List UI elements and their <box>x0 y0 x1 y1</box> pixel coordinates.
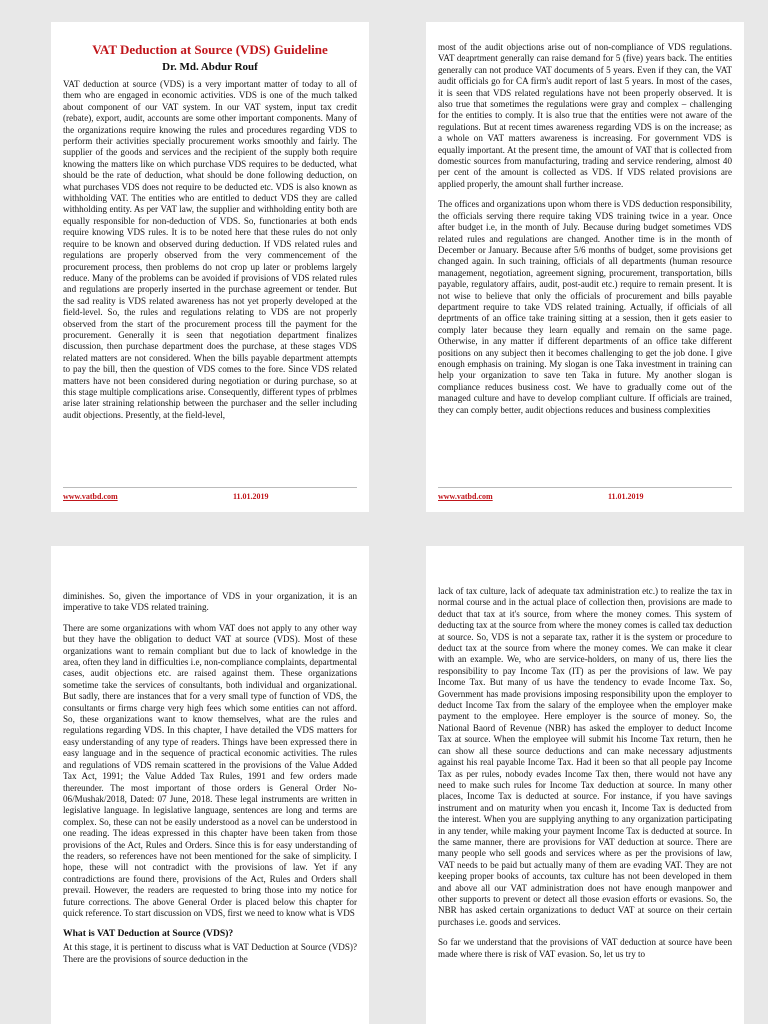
page-4 <box>426 546 744 1024</box>
paragraph: At this stage, it is pertinent to discuss what is VAT Deduction at Source (VDS)? There are the provisions of source deduction in the <box>63 942 357 964</box>
page-2 <box>426 22 744 512</box>
paragraph: There are some organizations with whom VAT does not apply to any other way but they have the obligation to deduct VAT at source (VDS). Most of these organizations want to remain compliant but due to lack of knowledge in the area, often they land in difficulties i.e, non-compliance complaints, departmental cases, audit objections etc. are raised against them. These organizations sometime take the services of consultants, both individual and organizational. But sadly, there are instances that for a very small type of function of VDS, the consultants or firms charge very high fees which some entities can not afford. So, these organizations want to know themselves, what are the rules and regulations regarding VDS. In this chapter, I have detailed the VDS matters for easy understanding of any type of readers. Things have been expressed there in easy language and in the sequence of practical economic activities. The rules and regulations of VDS remain scattered in the provisions of the Value Added Tax Act, 1991; the Value Added Tax Rules, 1991 and few orders made thereunder. The most important of those orders is General Order No-06/Mushak/2018, Dated: 07 June, 2018. These legal instruments are written in legislative language. In legislative language, sentences are long and terms are complex. So, these can not be easily understood as a novel can be understood in one reading. The ideas expressed in this chapter have been taken from those provisions of the Act, Rules and Orders. Since this is for easy understanding of the readers, so references have not been mentioned for the sake of simplicity. I hope, these will not contradict with the provisions of law. Yet if any contradictions are found there, provisions of the Act, Rules and Orders shall prevail. However, the readers are requested to bring those into my notice for future corrections. The above General Order is placed below this chapter for quick reference. To start discussion on VDS, first we need to know what is VDS <box>63 622 357 918</box>
footer-date: 11.01.2019 <box>233 492 269 501</box>
paragraph: lack of tax culture, lack of adequate tax administration etc.) to realize the tax in normal course and in the actual place of collection then, provisions are made to deduct that tax at it's source, from where the money comes. This system of deducting tax at the source from where the money comes is called tax deduction at source. So, VDS is not a separate tax, rather it is the system or procedure to deduct tax at the source from where the money comes. We can make it clear with an example. We, who are service-holders, on many of us, there lies the responsibility to pay Income Tax (IT) as per the provisions of law. We pay Income Tax. But many of us have the tendency to evade Income Tax. So, Government has made provisions imposing responsibility upon the employer to deduct Income Tax from the salary of the employee when the employer make payment to the employee. Here employer is the source of money. So, the National Baord of Revenue (NBR) has asked the employer to deduct Income Tax at source. When the employee will submit his Income Tax return, then he can show all these source deductions and can make necessary adjustments against his real payable Income Tax. Had it been so that all people pay Income Tax as per rules, nobody evades Income Tax then, there would not have any need to make such rules for Income Tax deduction at source. In many other places, Income Tax is deducted at source. For instance, if you have savings instrument and on maturity when you encash it, Income Tax is deducted from the interest. When you are supplying anything to any organization participating in any tender, while making your payment Income Tax is deducted at source. In the same manner, there are provisions for VAT deduction at source. There are many people who sell goods and services where as per the provisions of law, VAT needs to be paid but actually many of them are evading VAT. They are not keeping proper books of accounts, tax culture has not been developed in them and above all our VAT administration does not have enough manpower and other supports to prevent or detect all those evasion efforts or evasions. So, the NBR has asked certain organizations to deduct VAT at source on their certain purchases i.e. goods and services. <box>438 586 732 927</box>
page-1 <box>51 22 369 512</box>
paragraph: diminishes. So, given the importance of VDS in your organization, it is an imperative to take VDS related training. <box>63 591 357 613</box>
footer-divider <box>438 487 732 488</box>
section-heading: What is VAT Deduction at Source (VDS)? <box>63 928 234 940</box>
footer-date: 11.01.2019 <box>608 492 644 501</box>
page-footer <box>438 492 732 504</box>
paragraph: VAT deduction at source (VDS) is a very important matter of today to all of them who are engaged in economic activities. VDS is one of the much talked about component of our VAT system. In our VAT system, input tax credit (rebate), export, audit, accounts are some other important components. Many of the organizations require knowing the rules and procedures regarding VDS to perform their activities specially procurement works smoothly and fairly. The supplier of the goods and services and the recipient of the supply both require knowing the matters like on which purchase VDS requires to be deducted, what should be the rate of deduction, what should be done following deduction, on what purchases VDS does not require to be deducted etc. VDS is also known as withholding VAT. The entities who are entitled to deduct VDS they are called withholding entity. As per VAT law, the supplier and withholding entity both are equally responsible for non-deduction of VDS. So, functionaries at both ends require knowing VDS rules. It is to be noted here that these rules do not only require to be known and observed during deduction. If VDS related rules and regulations are properly observed from the very commencement of the procurement process, then problems do not crop up later or problems largely reduce. Many of the problems can be avoided if provisions of VDS related rules and regulations are properly inserted in the purchase agreement or tender. But the sad reality is VDS related awareness has not yet properly developed at the field-level. So, the rules and regulations relating to VDS are not properly observed from the start of the procurement process till the payment for the procurement. Generally it is seen that negotiation department finalizes discussion, then purchase department does the purchase, at these stages VDS related matters are not considered. When the bills payable department attempts to pay the bill, then the question of VDS comes to the fore. Since VDS related matters have not been considered during negotiation or during purchase, so at this stage multiple complications arise. Consequently, different types of prblmes arise later straining relationship between the purchaser and the seller including audit objections. Presently, at the field-level, <box>63 79 357 420</box>
page-3 <box>51 546 369 1024</box>
paragraph: So far we understand that the provisions of VAT deduction at source have been made where there is risk of VAT evasion. So, let us try to <box>438 937 732 959</box>
footer-url-link[interactable]: www.vatbd.com <box>438 492 493 501</box>
page-footer <box>63 492 357 504</box>
document-title: VAT Deduction at Source (VDS) Guideline <box>92 42 328 57</box>
footer-url-link[interactable]: www.vatbd.com <box>63 492 118 501</box>
paragraph: most of the audit objections arise out of non-compliance of VDS regulations. VAT deaprtment generally can raise demand for 5 (five) years back. The entities generally can not produce VAT documents of 5 years. Even if they can, the VAT audit officials go for CA firm's audit report of last 5 years. In most of the cases, it is seen that VDS related regulations have not been properly observed. It is also true that sometimes the regulations were gray and complex – challenging for the entities to comply. It is also true that the entities were not aware of the regulations. But at recent times awareness regarding VDS is on the increase; as a whole on VAT matters awareness is increasing. For government VDS is equally important. At the present time, the amount of VAT that is collected from domestic sources from manufacturing, trading and service rendering, almost 40 per cent of the amount is collected as VDS. If VDS related provisions are applied properly, the amount shall further increase. <box>438 42 732 189</box>
paragraph: The offices and organizations upon whom there is VDS deduction responsibility, the officials serving there require taking VDS training twice in a year. Once after budget i.e, in the month of July. Because during budget sometimes VDS related rules and regulations are changed. Another time is in the month of December or January. Because after 5/6 months of budget, some provisions get changed again. In such training, officials of all departments (human resource management, negotiation, agreement signing, procurement, transportation, bills payable, regulatory affairs, audit, post-audit etc.) require to remain present. It is not wise to believe that only the officials of procurement and bills payable department require to take VDS related training. Actually, if officials of all deprtments of an office take training sitting at a session, then it gets easier to comply later because they learn equally and remain on the same page. Otherwise, in any matter if different departments of an office take different positions on any subject then it becomes challenging to get the job done. I give enough emphasis on training. My slogan is one Taka investment in training can help your organization to save ten Taka in future. My another slogan is compliance reduces business cost. We have to gradually come out of the managed culture and have to develop compliant culture. If officials are trained, they can comply better, audit objections reduces and business complexities <box>438 199 732 415</box>
author-name: Dr. Md. Abdur Rouf <box>162 61 258 73</box>
footer-divider <box>63 487 357 488</box>
